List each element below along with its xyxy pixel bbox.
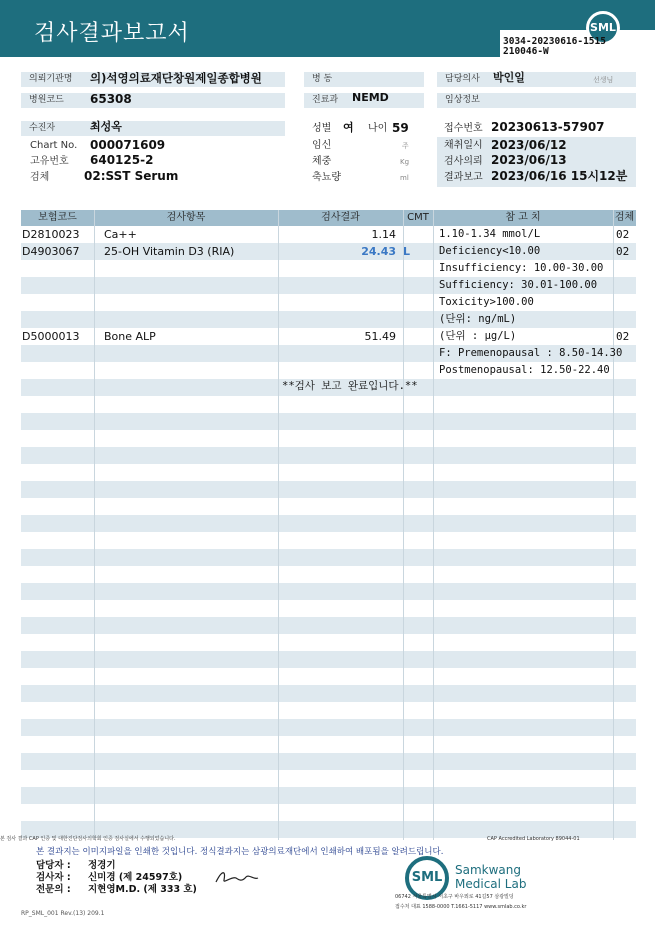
row-background (21, 583, 636, 600)
specimen-code: 02 (616, 330, 630, 343)
tester-label: 검사자 : (36, 872, 71, 883)
signature-icon (212, 866, 262, 888)
weight-unit: Kg (400, 158, 410, 166)
row-background (21, 566, 636, 583)
specimen-code: 02 (616, 245, 630, 258)
column-divider (433, 210, 434, 840)
company-name-line2: Medical Lab (455, 877, 527, 891)
low-flag: L (403, 245, 411, 258)
row-background (21, 702, 636, 719)
dept-label: 진료과 (304, 93, 424, 108)
company-logo-icon: SML (405, 856, 449, 900)
insurance-code: D2810023 (22, 228, 80, 241)
row-background (21, 396, 636, 413)
row-background (21, 447, 636, 464)
column-divider (278, 210, 279, 840)
row-background (21, 481, 636, 498)
report-date-label: 결과보고 (444, 172, 483, 183)
doctor-label: 담당의사 (437, 72, 636, 87)
receipt-no-label: 접수번호 (444, 123, 483, 134)
test-result: 24.43 (361, 245, 396, 258)
col-result: 검사결과 (321, 212, 360, 223)
urine-unit: ml (400, 174, 409, 182)
specialist-value: 지현영M.D. (제 333 호) (88, 884, 197, 895)
doctor-value: 박인일 (493, 71, 525, 84)
reference-range: Deficiency<10.00 (439, 245, 541, 257)
dept-value: NEMD (352, 91, 389, 104)
insurance-code: D4903067 (22, 245, 80, 258)
staff-value: 정경기 (88, 860, 116, 871)
tester-value: 신미경 (제 24597호) (88, 872, 183, 883)
cap-accreditation: CAP Accredited Laboratory 89044-01 (487, 836, 580, 842)
row-background (21, 515, 636, 532)
row-background (21, 294, 636, 311)
reference-range: F: Premenopausal : 8.50-14.30 (439, 347, 623, 359)
weight-label: 체중 (312, 156, 332, 167)
reference-range: Insufficiency: 10.00-30.00 (439, 262, 604, 274)
staff-label: 담당자 : (36, 860, 71, 871)
chart-no-value: 000071609 (90, 138, 166, 152)
report-date-value: 2023/06/16 15시12분 (491, 169, 628, 183)
reference-range: Postmenopausal: 12.50-22.40 (439, 364, 610, 376)
age-value: 59 (392, 121, 409, 135)
test-result: 1.14 (371, 228, 396, 241)
col-specimen: 검체 (614, 212, 635, 223)
patient-name-value: 최성옥 (90, 120, 122, 133)
collect-date-label: 채취일시 (444, 140, 483, 151)
row-background (21, 600, 636, 617)
test-item: Ca++ (104, 228, 137, 241)
document-number: 3034-20230616-1515 210046-W (503, 36, 606, 57)
row-background (21, 753, 636, 770)
doctor-suffix: 선생님 (593, 76, 614, 84)
unique-id-label: 고유번호 (30, 156, 69, 167)
row-background (21, 685, 636, 702)
reference-range: (단위 : μg/L) (439, 330, 517, 342)
hospital-code-value: 65308 (90, 92, 132, 106)
urine-label: 축뇨량 (312, 172, 341, 183)
column-divider (94, 210, 95, 840)
row-background (21, 719, 636, 736)
row-background (21, 804, 636, 821)
collect-date-value: 2023/06/12 (491, 138, 567, 152)
pregnancy-unit: 주 (402, 142, 409, 150)
clinical-info-label: 임상정보 (437, 93, 636, 108)
row-background (21, 736, 636, 753)
reference-range: 1.10-1.34 mmol/L (439, 228, 541, 240)
sex-value: 여 (343, 121, 354, 134)
unique-id-value: 640125-2 (90, 153, 154, 167)
results-table-header (21, 210, 636, 226)
company-address: 06742 서울특별시 서초구 바우뫼로 41길57 삼광빌딩 (395, 894, 514, 900)
completion-note: **검사 보고 완료입니다.** (282, 380, 418, 392)
row-background (21, 430, 636, 447)
col-insurance-code: 보험코드 (38, 212, 77, 223)
accreditation-fine-print: 본 검사 결과 CAP 인증 및 대한진단검사의학회 인증 검사실에서 수행되었습니다. (0, 836, 176, 842)
col-cmt: CMT (407, 212, 429, 223)
company-name-line1: Samkwang (455, 863, 521, 877)
row-background (21, 787, 636, 804)
report-title: 검사결과보고서 (34, 21, 190, 46)
ward-label: 병 동 (304, 72, 424, 87)
specimen-value: 02:SST Serum (84, 169, 179, 183)
request-date-label: 검사의뢰 (444, 156, 483, 167)
hospital-value: 의)석영의료재단창원제일종합병원 (90, 71, 262, 85)
request-date-value: 2023/06/13 (491, 153, 567, 167)
row-background (21, 770, 636, 787)
reference-range: Toxicity>100.00 (439, 296, 534, 308)
hospital-label: 의뢰기관명 (21, 72, 285, 87)
sml-logo-icon: SML (586, 11, 620, 45)
form-number: RP_SML_001 Rev.(13) 209.1 (21, 910, 105, 917)
specimen-label: 검체 (30, 172, 50, 183)
test-item: Bone ALP (104, 330, 156, 343)
company-phone: 접수처 대표 1588-0000 T.1661-5117 www.smlab.co.kr (395, 904, 527, 910)
test-result: 51.49 (364, 330, 396, 343)
row-background (21, 464, 636, 481)
column-divider (613, 210, 614, 840)
insurance-code: D5000013 (22, 330, 80, 343)
column-divider (403, 210, 404, 840)
row-background (21, 549, 636, 566)
hospital-code-label: 병원코드 (21, 93, 285, 108)
row-background (21, 617, 636, 634)
test-item: 25-OH Vitamin D3 (RIA) (104, 245, 235, 258)
row-background (21, 651, 636, 668)
sex-label: 성별 (312, 123, 332, 134)
row-background (21, 413, 636, 430)
specialist-label: 전문의 : (36, 884, 71, 895)
col-reference: 참 고 치 (505, 212, 541, 223)
chart-no-label: Chart No. (30, 140, 78, 151)
age-label: 나이 (368, 123, 388, 134)
reference-range: Sufficiency: 30.01-100.00 (439, 279, 598, 291)
col-test-item: 검사항목 (166, 212, 206, 223)
reference-range: (단위: ng/mL) (439, 313, 517, 325)
receipt-no-value: 20230613-57907 (491, 120, 605, 134)
row-background (21, 311, 636, 328)
pregnancy-label: 임신 (312, 140, 332, 151)
specimen-code: 02 (616, 228, 630, 241)
row-background (21, 634, 636, 651)
notice-text: 본 결과지는 이미지파일을 인쇄한 것입니다. 정식결과지는 삼광의료재단에서 인쇄하여 배포됨을 알려드립니다. (36, 847, 444, 857)
patient-name-label: 수진자 (21, 121, 285, 136)
row-background (21, 532, 636, 549)
row-background (21, 668, 636, 685)
row-background (21, 498, 636, 515)
